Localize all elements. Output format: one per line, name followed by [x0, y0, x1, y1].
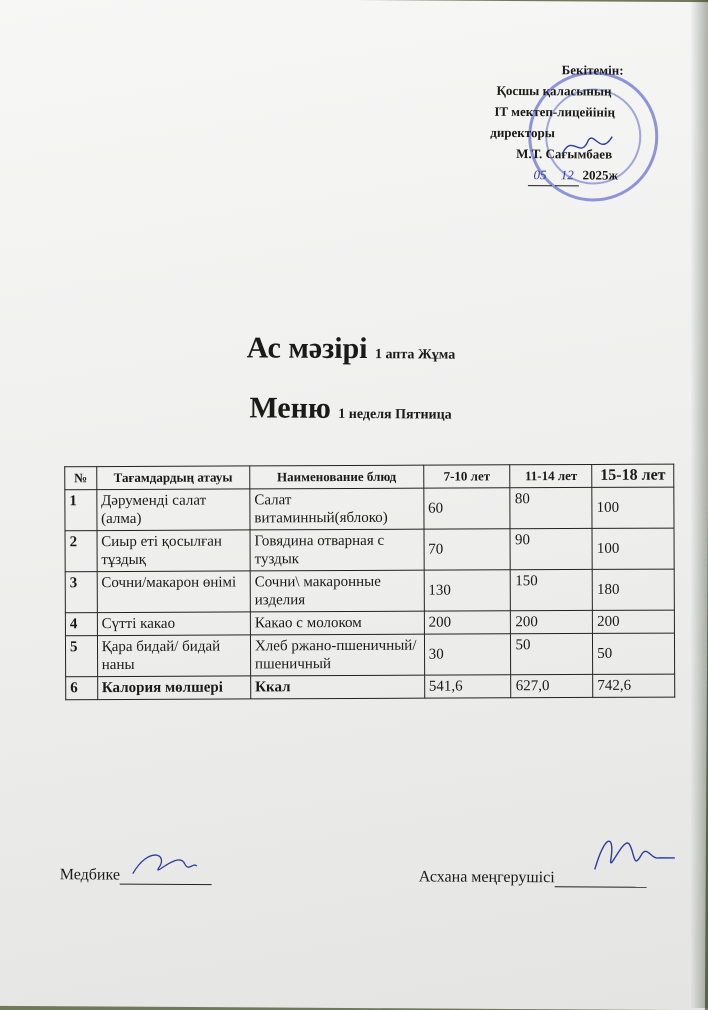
row-number: 2	[65, 531, 97, 572]
portion-15-18: 100	[592, 528, 674, 569]
header-age-11-14: 11-14 лет	[510, 464, 592, 487]
approval-block	[488, 59, 689, 187]
title-kazakh-sub: 1 апта Жұма	[374, 347, 456, 363]
portion-11-14: 80	[510, 487, 592, 528]
table-row	[65, 528, 674, 572]
portion-11-14: 90	[510, 528, 592, 569]
portion-7-10: 130	[424, 570, 511, 611]
approval-heading: Бекітемін:	[561, 62, 624, 78]
header-number: №	[65, 467, 97, 490]
row-number: 6	[66, 677, 98, 700]
calorie-label-ru: Ккал	[251, 675, 425, 699]
portion-15-18: 180	[592, 569, 674, 610]
dish-name-kz: Сочни/макарон өнімі	[97, 571, 250, 613]
portion-7-10: 200	[424, 611, 511, 634]
medic-label: Медбике	[59, 866, 121, 884]
dish-name-kz: Дәруменді салат (алма)	[96, 489, 249, 531]
dish-name-kz: Қара бидай/ бидай наны	[97, 635, 250, 677]
date-day: 05	[528, 164, 552, 186]
table-row	[65, 633, 674, 677]
approval-line1: Қосшы қаласының	[496, 82, 612, 99]
portion-15-18: 100	[592, 487, 674, 528]
menu-table	[64, 464, 675, 701]
title-russian	[0, 390, 705, 428]
dish-name-ru: Сочни\ макаронные изделия	[250, 570, 424, 612]
date-month: 12	[555, 164, 579, 186]
title-russian-sub: 1 неделя Пятница	[338, 406, 452, 423]
calorie-label-kz: Калория мөлшері	[97, 676, 250, 700]
portion-15-18: 50	[593, 633, 675, 674]
portion-15-18: 200	[593, 610, 675, 633]
portion-7-10: 60	[423, 488, 510, 529]
row-number: 5	[65, 636, 97, 677]
portion-11-14: 150	[511, 569, 593, 610]
table-row	[66, 674, 675, 700]
title-russian-main: Меню	[249, 391, 331, 425]
header-age-15-18: 15-18 лет	[592, 464, 674, 487]
dish-name-ru: Какао с молоком	[250, 611, 424, 635]
table-header-row	[65, 464, 674, 490]
dish-name-ru: Салат витаминный(яблоко)	[250, 488, 424, 530]
calories-15-18: 742,6	[593, 674, 675, 697]
table-row	[65, 569, 674, 613]
approval-line2: IT мектеп-лицейінің	[494, 103, 616, 120]
director-name: М.Т. Сағымбаев	[516, 145, 613, 162]
dish-name-ru: Хлеб ржано-пшеничный/ пшеничный	[250, 634, 424, 676]
director-signature	[558, 126, 618, 166]
page-edge-shadow	[690, 0, 708, 1008]
portion-11-14: 50	[511, 633, 593, 674]
header-age-7-10: 7-10 лет	[423, 465, 510, 488]
row-number: 3	[65, 572, 97, 613]
approval-date	[488, 164, 688, 187]
portion-7-10: 70	[424, 529, 511, 570]
row-number: 1	[65, 490, 97, 531]
dish-name-kz: Сүтті какао	[97, 612, 250, 636]
calories-7-10: 541,6	[424, 675, 511, 698]
kitchen-label: Асхана меңгерушісі	[418, 868, 555, 887]
header-name-kz: Тағамдардың атауы	[96, 466, 249, 490]
title-kazakh-main: Ас мәзірі	[246, 331, 368, 366]
calories-11-14: 627,0	[511, 674, 593, 697]
portion-11-14: 200	[511, 610, 593, 633]
portion-7-10: 30	[424, 634, 511, 675]
kitchen-manager-signature	[589, 829, 679, 882]
dish-name-kz: Сиыр еті қосылған тұздық	[97, 530, 250, 572]
dish-name-ru: Говядина отварная с туздык	[250, 529, 424, 571]
table-row	[65, 610, 674, 636]
medic-signature	[129, 844, 199, 884]
approval-line3: директоры	[490, 124, 555, 141]
date-year: 2025ж	[582, 167, 618, 183]
row-number: 4	[65, 613, 97, 636]
header-name-ru: Наименование блюд	[250, 465, 424, 489]
table-row	[65, 487, 674, 531]
title-kazakh	[0, 330, 705, 368]
